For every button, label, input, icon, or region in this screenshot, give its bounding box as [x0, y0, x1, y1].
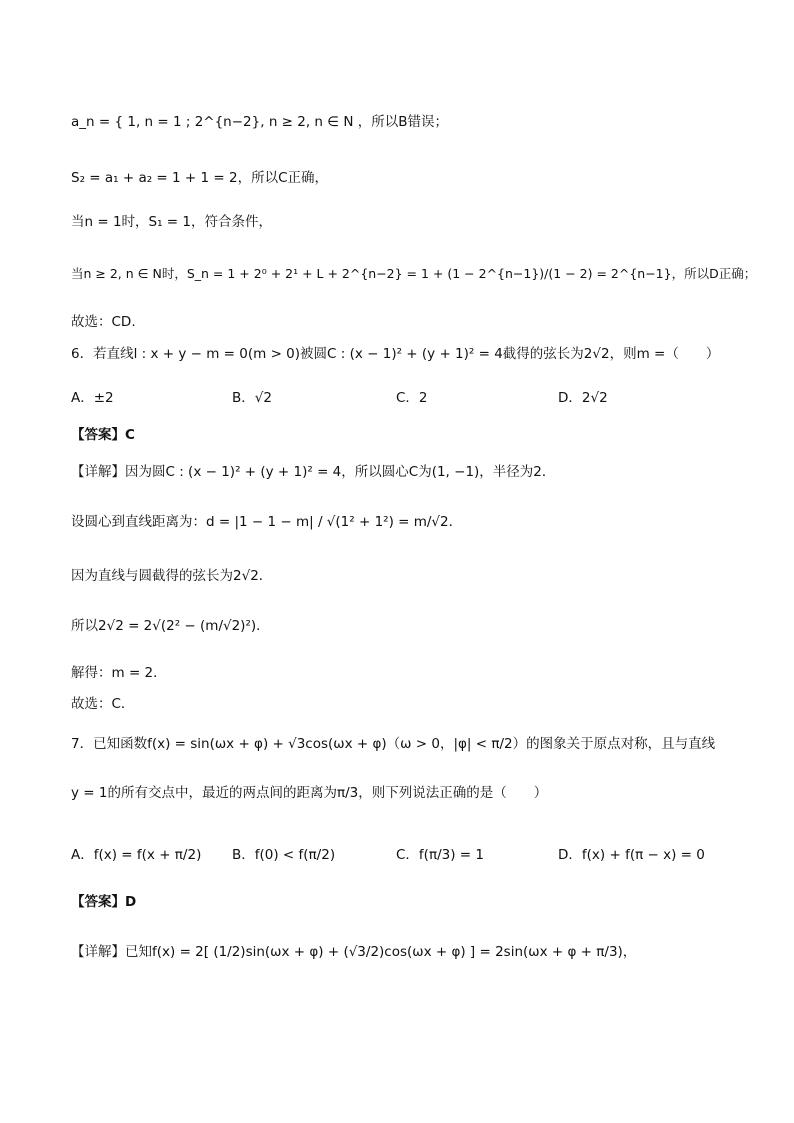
text-line-sn-sum: 当n ≥ 2, n ∈ N时，S_n = 1 + 2⁰ + 2¹ + L + 2^{n−2} = 1 + (1 − 2^{n−1})/(1 − 2) = 2^{n−1}，所以D正确； [71, 266, 757, 281]
text-line-s2: S₂ = a₁ + a₂ = 1 + 1 = 2，所以C正确， [71, 170, 329, 186]
q6-option-a: A．±2 [71, 390, 114, 406]
question-7-stem-2: y = 1的所有交点中，最近的两点间的距离为π/3，则下列说法正确的是（ ） [71, 785, 548, 801]
q6-option-d: D．2√2 [558, 390, 608, 406]
q7-detail-1: 【详解】已知f(x) = 2[ (1/2)sin(ωx + φ) + (√3/2)cos(ωx + φ) ] = 2sin(ωx + φ + π/3)， [71, 944, 637, 960]
q6-detail-6: 故选：C． [71, 696, 135, 712]
text-line-an-piecewise: a_n = { 1, n = 1 ; 2^{n−2}, n ≥ 2, n ∈ N ，所以B错误； [71, 114, 448, 130]
q6-detail-3: 因为直线与圆截得的弦长为2√2． [71, 568, 273, 584]
q6-detail-5: 解得：m = 2． [71, 665, 167, 681]
q6-detail-1: 【详解】因为圆C : (x − 1)² + (y + 1)² = 4，所以圆心C为(1, −1)，半径为2． [71, 464, 556, 480]
q7-option-d: D．f(x) + f(π − x) = 0 [558, 847, 705, 863]
q6-answer: 【答案】C [71, 427, 135, 443]
q7-option-a: A．f(x) = f(x + π/2) [71, 847, 202, 863]
question-6-stem: 6．若直线l : x + y − m = 0(m > 0)被圆C : (x − 1)² + (y + 1)² = 4截得的弦长为2√2，则m =（ ） [71, 346, 720, 362]
q7-answer: 【答案】D [71, 894, 137, 910]
q7-option-c: C．f(π/3) = 1 [396, 847, 484, 863]
q7-option-b: B．f(0) < f(π/2) [232, 847, 336, 863]
q6-detail-4: 所以2√2 = 2√(2² − (m/√2)²)． [71, 618, 270, 634]
question-7-stem-1: 7．已知函数f(x) = sin(ωx + φ) + √3cos(ωx + φ)（ω > 0，|φ| < π/2）的图象关于原点对称，且与直线 [71, 736, 716, 752]
q6-option-b: B．√2 [232, 390, 272, 406]
q6-option-c: C．2 [396, 390, 428, 406]
text-line-choose-cd: 故选：CD. [71, 314, 136, 330]
text-line-n1: 当n = 1时，S₁ = 1，符合条件， [71, 214, 273, 230]
q6-detail-2: 设圆心到直线距离为：d = |1 − 1 − m| / √(1² + 1²) = m/√2． [71, 514, 463, 530]
